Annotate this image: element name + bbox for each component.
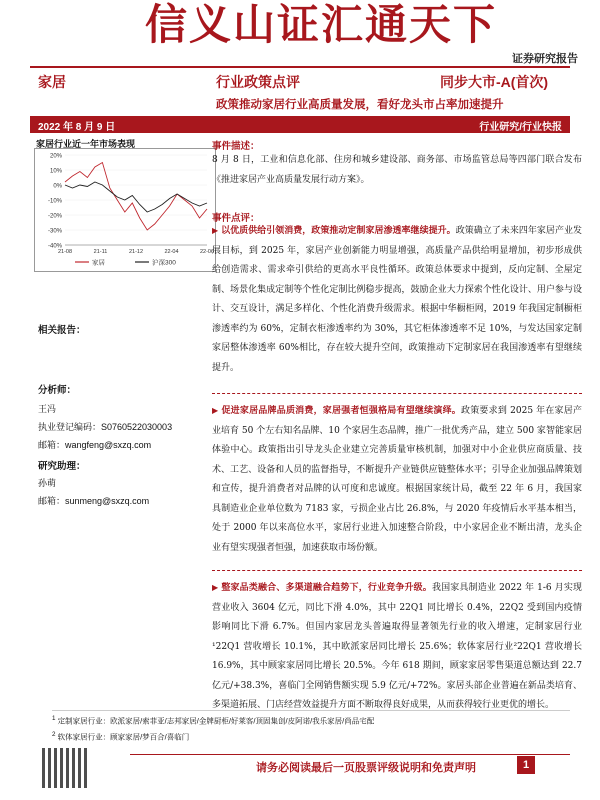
chart-container — [34, 148, 219, 272]
report-title: 政策推动家居行业高质量发展，看好龙头市占率加速提升 — [216, 99, 504, 111]
paragraph-3 — [212, 578, 582, 716]
bullet-triangle-icon: ▶ — [212, 226, 219, 235]
paragraph-2-highlight: 促进家居品牌品质消费，家居强者恒强格局有望继续演绎。 — [221, 406, 461, 416]
footer-divider — [130, 754, 570, 755]
industry-label: 家居 — [38, 74, 66, 90]
brand-banner: 信义山证汇通天下 — [145, 0, 498, 49]
event-desc-heading: 事件描述： — [212, 141, 260, 152]
section-separator — [212, 393, 582, 395]
analyst-name: 王冯 — [38, 404, 57, 414]
report-date: 2022 年 8 月 9 日 — [38, 122, 116, 133]
event-review-heading: 事件点评： — [212, 213, 260, 224]
x-tick-label: 22-04 — [164, 249, 179, 255]
paragraph-2-text: 政策要求到 2025 年在家居产业培育 50 个左右知名品牌、10 个家居生态品牌，推广一批优秀产品，建立 500 家智能家居体验中心。政策指出引导龙头企业建立完善质量审核机制，加强对中小企业供应商质量、技术、工艺、设备和人员的监督指导，不断提升产业链供应链整体水平；引导企业加强品牌策划和宣传，提升消费者对品牌的认可度和忠诚度。根据国家统计局，截至 22 年 6 月，我国家具制造业企业单位数为 7183 家，亏损企业占比 26.8%，与 2020 年疫情后水平基本相当，处于 2000 年以来高位水平，家居行业进入加速整合阶段，中小家居企业不断出清，龙头企业有望实现强者恒强，加速获取市场份额。 — [212, 406, 582, 553]
disclaimer: 请务必阅读最后一页股票评级说明和免责声明 — [256, 762, 476, 774]
paragraph-3-text: 我国家具制造业 2022 年 1-6 月实现营业收入 3604 亿元，同比下滑 4.0%，其中 22Q1 同比增长 0.4%，22Q2 受到国内疫情影响同比下滑 6.7%。但国内家居龙头普遍取得显著领先行业的收入增速，定制家居行业¹22Q1 营收增长 10.1%，其中欧派家居同比增长 25.6%；软体家居行业²22Q1 营收增长 16.9%，其中顾家家居同比增长 20.5%。今年 618 期间，顾家家居零售渠道总额达到 22.7 亿元/+38.3%，喜临门全网销售额实现 5.9 亿元/+72%。家居头部企业普遍在新品类培育、多渠道拓展、门店经营效益提升方面不断取得良好成果，从而获得较行业更优的增长。 — [212, 583, 582, 710]
x-tick-label: 22-06 — [199, 249, 215, 255]
assistant-name: 孙萌 — [38, 478, 57, 488]
header-divider — [30, 66, 570, 68]
x-tick-label: 21-11 — [93, 249, 108, 255]
footnote-1: $^1$ 定制家居行业：欧派家居/索菲亚/志邦家居/金牌厨柜/好莱客/顶固集创/皮阿诺/我乐家居/尚品宅配 — [52, 715, 375, 726]
paragraph-2 — [212, 401, 582, 558]
paragraph-1 — [212, 221, 582, 378]
paragraph-1-highlight: 以优质供给引领消费，政策推动定制家居渗透率继续提升。 — [221, 226, 456, 236]
y-tick-label: -30% — [47, 228, 62, 235]
rating: 同步大市-A(首次) — [440, 74, 549, 90]
paragraph-1-text: 政策确立了未来四年家居产业发展目标，到 2025 年，家居产业创新能力明显增强，高质量产品供给明显增加，初步形成供给创造需求、需求牵引供给的更高水平良性循环。政策总体要求中提到，反向定制、全屋定制、场景化集成定制等个性化定制比例稳步提高，鼓励企业大力探索个性化设计、用户参与设计、交互设计，满足多样化、个性化消费升级需求。根据中华橱柜网，2019 年我国定制橱柜渗透率约为 60%，定制衣柜渗透率约为 30%，其它柜体渗透率不足 10%，与发达国家定制家居整体渗透率 60%相比，存在较大提升空间，政策推动下定制家居在我国渗透率有望继续提升。 — [212, 226, 582, 373]
footnote-2: $^2$ 软体家居行业：顾家家居/梦百合/喜临门 — [52, 731, 190, 742]
report-category: 行业研究/行业快报 — [479, 122, 562, 133]
footnote-divider — [52, 710, 570, 711]
date-bar — [30, 116, 570, 133]
analyst-cert: 执业登记编码：S0760522030003 — [38, 422, 173, 432]
paragraph-3-highlight: 整家品类融合、多渠道融合趋势下，行业竞争升级。 — [221, 583, 432, 593]
series-line-industry — [65, 163, 207, 231]
legend-label: 沪深300 — [152, 259, 176, 267]
x-tick-label: 21-08 — [57, 249, 73, 255]
assistant-label: 研究助理： — [38, 461, 86, 472]
footnote-1-text: 定制家居行业：欧派家居/索菲亚/志邦家居/金牌厨柜/好莱客/顶固集创/皮阿诺/我乐家居/尚品宅配 — [57, 716, 375, 726]
related-reports-label: 相关报告： — [38, 325, 86, 336]
report-type: 证券研究报告 — [512, 53, 578, 65]
footnote-2-text: 软体家居行业：顾家家居/梦百合/喜临门 — [57, 732, 190, 742]
y-tick-label: -20% — [47, 213, 62, 220]
y-tick-label: -40% — [47, 243, 62, 250]
analyst-label: 分析师： — [38, 385, 77, 396]
series-line-index — [65, 182, 207, 212]
x-tick-label: 21-12 — [128, 249, 144, 255]
y-tick-label: 10% — [49, 168, 62, 175]
bullet-triangle-icon: ▶ — [212, 406, 219, 415]
chart-title: 家居行业近一年市场表现 — [36, 139, 136, 149]
y-tick-label: 20% — [49, 153, 62, 160]
assistant-email[interactable]: 邮箱：sunmeng@sxzq.com — [38, 496, 150, 506]
section-separator — [212, 570, 582, 572]
bullet-triangle-icon: ▶ — [212, 583, 219, 592]
event-desc-text: 8 月 8 日，工业和信息化部、住房和城乡建设部、商务部、市场监管总局等四部门联合发布《推进家居产业高质量发展行动方案》。 — [212, 155, 582, 185]
qr-code-icon — [42, 748, 88, 788]
performance-chart — [35, 149, 215, 271]
page-number: 1 — [517, 756, 535, 774]
y-tick-label: -10% — [47, 198, 62, 205]
y-tick-label: 0% — [53, 183, 62, 190]
doc-type: 行业政策点评 — [216, 74, 300, 90]
legend-label: 家居 — [92, 259, 105, 267]
analyst-email[interactable]: 邮箱：wangfeng@sxzq.com — [38, 440, 152, 450]
